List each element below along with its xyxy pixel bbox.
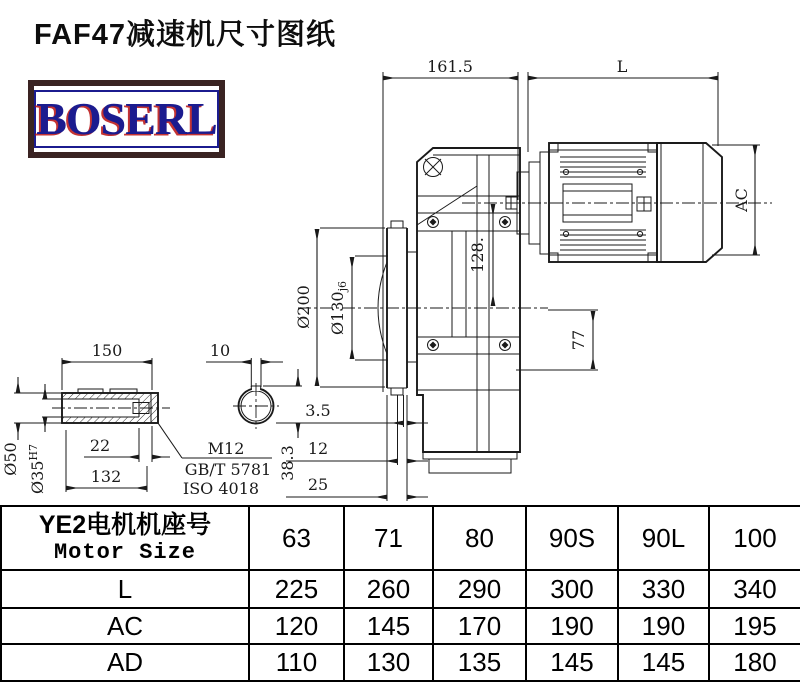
dim-38-3: 38.3	[278, 445, 297, 481]
note-iso: ISO 4018	[182, 479, 260, 498]
header-size-63: 63	[249, 506, 344, 570]
motor-size-table	[0, 505, 800, 682]
cell-AD-5: 180	[709, 644, 800, 681]
dim-phi50: Ø50	[1, 442, 20, 476]
bolt-spec-note	[158, 423, 272, 498]
table-row-L	[1, 570, 800, 608]
shaft-detail	[52, 389, 170, 423]
header-motor-size	[1, 506, 249, 570]
table-row-AD	[1, 644, 800, 681]
cell-AD-0: 110	[249, 644, 344, 681]
dim-L: L	[616, 57, 628, 76]
dim-12: 12	[307, 439, 329, 458]
row-label-AD: AD	[1, 644, 249, 681]
dim-128: 128.	[468, 237, 487, 273]
cell-AC-0: 120	[249, 608, 344, 644]
row-label-L: L	[1, 570, 249, 608]
bore-keyway-detail	[233, 383, 279, 429]
dim-phi130: Ø130j6	[328, 280, 349, 336]
cell-AC-5: 195	[709, 608, 800, 644]
output-flange	[378, 221, 417, 501]
cell-AC-1: 145	[344, 608, 433, 644]
gearbox-housing	[417, 148, 520, 473]
header-size-90l: 90L	[618, 506, 709, 570]
header-size-80: 80	[433, 506, 526, 570]
dim-25: 25	[307, 475, 329, 494]
dim-3-5: 3.5	[305, 401, 331, 420]
dim-10: 10	[209, 341, 231, 360]
cell-AD-1: 130	[344, 644, 433, 681]
cell-AC-3: 190	[526, 608, 618, 644]
dim-phi200: Ø200	[294, 285, 313, 329]
cell-AD-4: 145	[618, 644, 709, 681]
row-label-AC: AC	[1, 608, 249, 644]
table-row-AC	[1, 608, 800, 644]
dim-132: 132	[90, 467, 122, 486]
cell-L-3: 300	[526, 570, 618, 608]
dimensions	[1, 57, 760, 497]
logo-text: BOSERL	[36, 93, 217, 144]
cell-L-0: 225	[249, 570, 344, 608]
table-header-row	[1, 506, 800, 570]
header-size-100: 100	[709, 506, 800, 570]
cell-AD-3: 145	[526, 644, 618, 681]
cell-L-2: 290	[433, 570, 526, 608]
note-gbt: GB/T 5781	[184, 460, 272, 479]
header-motor-size-en: Motor Size	[53, 539, 197, 565]
cover-bolt-icon	[428, 217, 511, 351]
motor	[506, 143, 722, 262]
dim-161-5: 161.5	[427, 57, 473, 76]
header-size-71: 71	[344, 506, 433, 570]
cell-L-1: 260	[344, 570, 433, 608]
note-m12: M12	[207, 439, 245, 458]
cell-AD-2: 135	[433, 644, 526, 681]
dim-150: 150	[91, 341, 123, 360]
page-title: FAF47减速机尺寸图纸	[34, 19, 337, 51]
dim-phi35: $Ø35^{H7}$	[27, 443, 47, 495]
dim-22: 22	[89, 436, 111, 455]
cell-AC-4: 190	[618, 608, 709, 644]
dim-AC: AC	[732, 188, 751, 212]
header-motor-size-cn: YE2电机机座号	[38, 511, 212, 540]
bolt-hole-icon	[424, 158, 443, 177]
motor-fins	[560, 157, 646, 250]
dim-77: 77	[569, 329, 588, 351]
cell-AC-2: 170	[433, 608, 526, 644]
header-size-90s: 90S	[526, 506, 618, 570]
cell-L-5: 340	[709, 570, 800, 608]
cell-L-4: 330	[618, 570, 709, 608]
